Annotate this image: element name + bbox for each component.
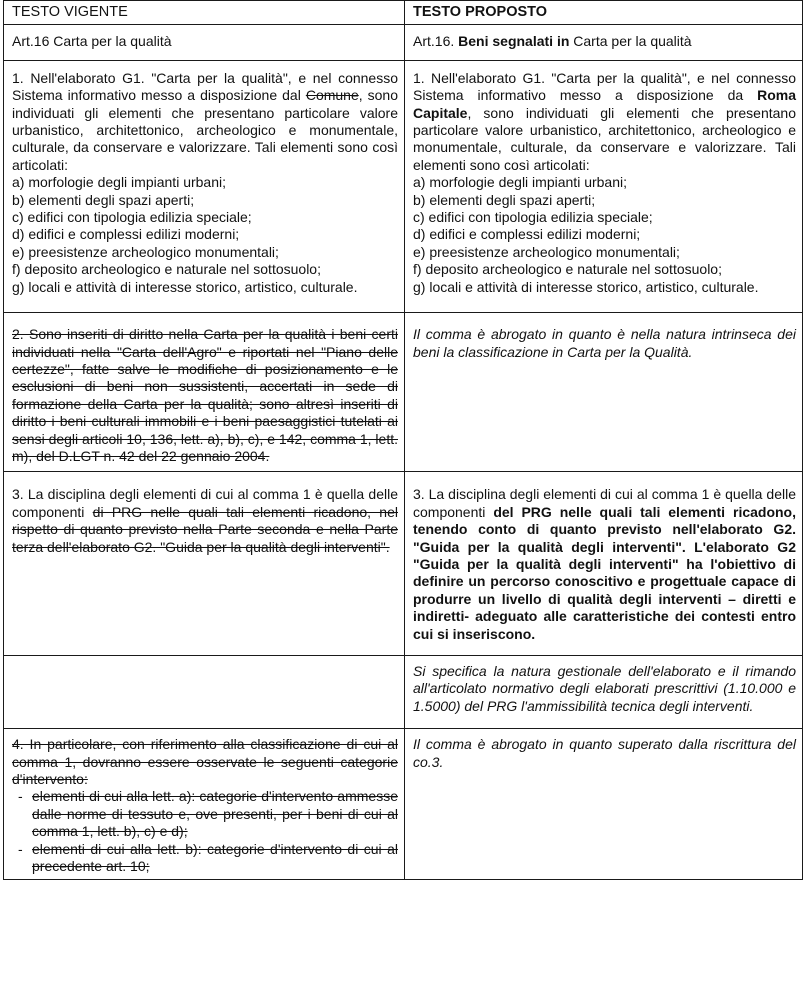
list-item: a) morfologie degli impianti urbani; bbox=[413, 174, 627, 191]
list-item: e) preesistenze archeologico monumentali; bbox=[413, 243, 680, 260]
note-row bbox=[4, 656, 803, 729]
article-right-cell bbox=[405, 25, 803, 60]
list-item: b) elementi degli spazi aperti; bbox=[12, 191, 195, 208]
comma2-right-cell bbox=[405, 313, 803, 472]
comma1-right-cell bbox=[405, 60, 803, 312]
article-right-bold: Beni segnalati in bbox=[458, 33, 570, 50]
comma1-right-list bbox=[413, 174, 796, 296]
comparison-table bbox=[3, 0, 803, 880]
list-item: d) edifici e complessi edilizi moderni; bbox=[413, 226, 641, 243]
comma1-row bbox=[4, 60, 803, 312]
list-item: - elementi di cui alla lett. b): categorie d'intervento di cui al precedente art. 10; bbox=[12, 841, 398, 876]
comma3-right-paragraph bbox=[413, 486, 796, 643]
article-left-cell bbox=[4, 25, 405, 60]
comma1-right-paragraph bbox=[413, 70, 796, 174]
comma3-right-plain: 3. La disciplina degli elementi di cui al comma 1 è quella delle componenti bbox=[413, 486, 796, 520]
header-testo-proposto bbox=[405, 1, 803, 25]
comma4-right-note: Il comma è abrogato in quanto superato dalla riscrittura del co.3. bbox=[413, 736, 796, 770]
note-left-cell bbox=[4, 656, 405, 729]
list-item: e) preesistenze archeologico monumentali; bbox=[12, 243, 279, 260]
note-right-text: Si specifica la natura gestionale dell'elaborato e il rimando all'articolato normativo degli elaborati prescrittivi (1.10.000 e 1.5000) del PRG l'ammissibilità tecnica degli interventi. bbox=[413, 663, 796, 714]
header-testo-vigente bbox=[4, 1, 405, 25]
comma3-left-plain: 3. La disciplina degli elementi di cui al comma 1 è quella delle componenti bbox=[12, 486, 398, 520]
list-item: g) locali e attività di interesse storico, artistico, culturale. bbox=[12, 278, 358, 295]
comma3-left-struck: di PRG nelle quali tali elementi ricadono, nel rispetto di quanto previsto nella Parte seconda e nella Parte terza dell'elaborato G2. "Guida per la qualità degli interventi". bbox=[12, 503, 398, 555]
comma1-right-bold: Roma Capitale bbox=[413, 87, 796, 121]
comma3-left-cell bbox=[4, 472, 405, 656]
comma2-left-cell bbox=[4, 313, 405, 472]
article-row bbox=[4, 25, 803, 60]
comma4-left-intro: 4. In particolare, con riferimento alla classificazione di cui al comma 1, dovranno essere osservate le seguenti categorie d'intervento: bbox=[12, 736, 398, 788]
comma3-left-paragraph bbox=[12, 486, 398, 556]
list-item: g) locali e attività di interesse storico, artistico, culturale. bbox=[413, 278, 759, 295]
article-right-suffix: Carta per la qualità bbox=[569, 33, 692, 50]
comma1-left-paragraph bbox=[12, 70, 398, 174]
comma4-row bbox=[4, 729, 803, 880]
note-right-cell bbox=[405, 656, 803, 729]
comma1-left-cell bbox=[4, 60, 405, 312]
list-item: c) edifici con tipologia edilizia speciale; bbox=[413, 209, 653, 226]
article-left-title: Art.16 Carta per la qualità bbox=[12, 33, 172, 50]
comma1-right-text-b: , sono individuati gli elementi che presentano particolare valore urbanistico, architettonico, archeologico e monumentale, culturale, da conservare e valorizzare. Tali elementi sono così articolati: bbox=[413, 104, 796, 173]
list-item: b) elementi degli spazi aperti; bbox=[413, 191, 596, 208]
list-item: f) deposito archeologico e naturale nel sottosuolo; bbox=[413, 261, 722, 278]
header-right-label: TESTO PROPOSTO bbox=[413, 4, 548, 20]
article-right-prefix: Art.16. bbox=[413, 33, 459, 50]
comma4-right-cell bbox=[405, 729, 803, 880]
comma1-right-text-a: 1. Nell'elaborato G1. "Carta per la qualità", e nel connesso Sistema informativo messo a disposizione da bbox=[413, 69, 796, 104]
list-item: d) edifici e complessi edilizi moderni; bbox=[12, 226, 240, 243]
comma1-left-list bbox=[12, 174, 398, 296]
list-item: a) morfologie degli impianti urbani; bbox=[12, 174, 226, 191]
comma3-right-bold: del PRG nelle quali tali elementi ricadono, tenendo conto di quanto previsto nell'elaborato G2. "Guida per la qualità degli interventi". L'elaborato G2 "Guida per la qualità degli interventi" ha l'obiettivo di definire un percorso conoscitivo e progettuale capace di produrre un livello di qualità degli interventi – diretti e indiretti- adeguato alle caratteristiche dei contesti entro cui si inseriscono. bbox=[413, 503, 796, 642]
comma1-left-text-b: , sono individuati gli elementi che presentano particolare valore urbanistico, architettonico, archeologico e monumentale, culturale, da conservare e valorizzare. Tali elementi sono così articolati: bbox=[12, 87, 399, 173]
comma3-row bbox=[4, 472, 803, 656]
comma1-left-text-a: 1. Nell'elaborato G1. "Carta per la qualità", e nel connesso Sistema informativo messo a disposizione dal bbox=[12, 69, 398, 104]
comma2-row bbox=[4, 313, 803, 472]
list-item: - elementi di cui alla lett. a): categorie d'intervento ammesse dalle norme di tessuto e, ove presenti, per i beni di cui al comma 1, lett. b), c) e d); bbox=[12, 788, 398, 840]
header-row bbox=[4, 1, 803, 25]
header-left-label: TESTO VIGENTE bbox=[12, 4, 128, 20]
comma4-left-bullets bbox=[12, 788, 398, 875]
list-item: c) edifici con tipologia edilizia speciale; bbox=[12, 209, 252, 226]
comma1-left-struck: Comune bbox=[305, 87, 359, 104]
comma3-right-cell bbox=[405, 472, 803, 656]
comma2-right-note: Il comma è abrogato in quanto è nella natura intrinseca dei beni la classificazione in Carta per la Qualità. bbox=[413, 326, 796, 360]
comma2-left-struck-text: 2. Sono inseriti di diritto nella Carta per la qualità i beni certi individuati nella "Carta dell'Agro" e riportati nel "Piano delle certezze", fatte salve le modifiche di posizionamento e le esclusioni di beni non sussistenti, accertati in sede di formazione della Carta per la qualità; sono altresì inseriti di diritto i beni culturali immobili e i beni paesaggistici tutelati ai sensi degli articoli 10, 136, lett. a), b), c), e 142, comma 1, lett. m), del D.LGT n. 42 del 22 gennaio 2004. bbox=[12, 326, 398, 464]
comma4-left-cell bbox=[4, 729, 405, 880]
list-item: f) deposito archeologico e naturale nel sottosuolo; bbox=[12, 261, 321, 278]
